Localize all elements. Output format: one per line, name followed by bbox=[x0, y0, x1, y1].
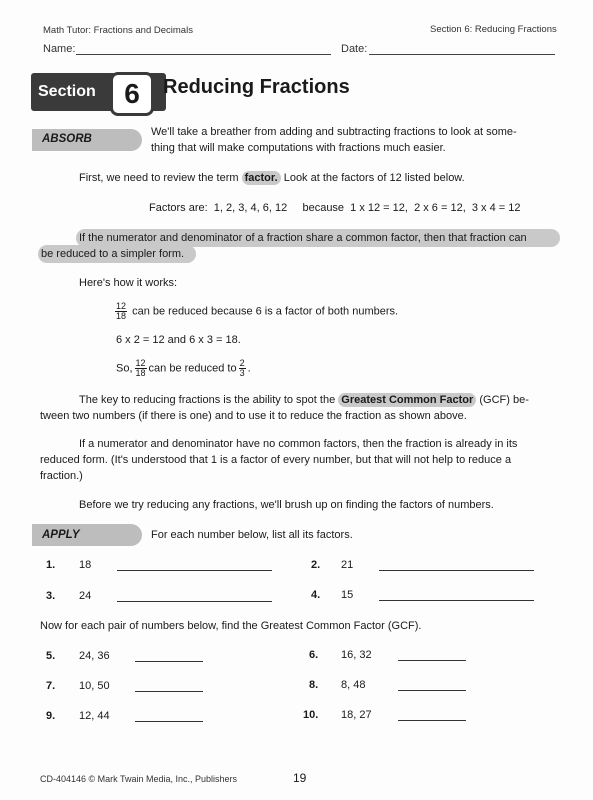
absorb-label: ABSORB bbox=[42, 133, 92, 145]
question-number: 8. bbox=[309, 679, 319, 691]
answer-line[interactable] bbox=[135, 721, 203, 722]
question-value: 10, 50 bbox=[79, 680, 110, 692]
section-word: Section bbox=[38, 83, 96, 100]
section-number: 6 bbox=[110, 72, 154, 116]
absorb-intro-line1: We'll take a breather from adding and subtracting fractions to look at some- bbox=[151, 126, 517, 138]
example-2: 6 x 2 = 12 and 6 x 3 = 18. bbox=[116, 334, 241, 346]
before-try: Before we try reducing any fractions, we'll brush up on finding the factors of numbers. bbox=[79, 499, 494, 511]
question-value: 15 bbox=[341, 589, 354, 601]
key-line2: tween two numbers (if there is one) and to use it to reduce the fraction as shown above. bbox=[40, 410, 467, 422]
date-label: Date: bbox=[341, 43, 368, 55]
question-number: 1. bbox=[46, 559, 56, 571]
question-number: 7. bbox=[46, 680, 56, 692]
factor-term: factor. bbox=[242, 171, 281, 185]
example-3: So, $\frac{12}{18}$ can be reduced to $\frac{2}{3}$ . bbox=[116, 358, 251, 378]
absorb-intro-line2: thing that will make computations with fractions much easier. bbox=[151, 142, 446, 154]
apply-instruction: For each number below, list all its factors. bbox=[151, 529, 353, 541]
question-value: 21 bbox=[341, 559, 354, 571]
question-number: 10. bbox=[303, 709, 319, 721]
section-title: Reducing Fractions bbox=[163, 76, 350, 98]
question-value: 16, 32 bbox=[341, 649, 372, 661]
answer-line[interactable] bbox=[398, 690, 466, 691]
answer-line[interactable] bbox=[117, 601, 272, 602]
nocommon-line2: reduced form. (It's understood that 1 is a factor of every number, but that will not help to reduce a bbox=[40, 454, 512, 466]
review-text-before: First, we need to review the term bbox=[79, 172, 239, 184]
answer-line[interactable] bbox=[117, 570, 272, 571]
rule-line2: be reduced to a simpler form. bbox=[41, 248, 185, 260]
review-paragraph bbox=[79, 170, 465, 186]
page-number: 19 bbox=[293, 771, 307, 785]
name-label: Name: bbox=[43, 43, 76, 55]
answer-line[interactable] bbox=[379, 570, 534, 571]
question-number: 9. bbox=[46, 710, 56, 722]
date-field[interactable] bbox=[369, 54, 555, 55]
question-number: 6. bbox=[309, 649, 319, 661]
question-value: 18 bbox=[79, 559, 92, 571]
key-line1: The key to reducing fractions is the ability to spot the Greatest Common Factor (GCF) be- bbox=[79, 394, 529, 406]
apply-label: APPLY bbox=[42, 529, 80, 541]
nocommon-line1: If a numerator and denominator have no common factors, then the fraction is already in its bbox=[79, 438, 518, 450]
fraction-12-18-b: $\frac{12}{18}$ bbox=[135, 358, 146, 378]
question-number: 5. bbox=[46, 650, 56, 662]
gcf-term: Greatest Common Factor bbox=[338, 393, 476, 407]
section-reference: Section 6: Reducing Fractions bbox=[430, 24, 557, 35]
answer-line[interactable] bbox=[135, 691, 203, 692]
question-number: 4. bbox=[311, 589, 321, 601]
answer-line[interactable] bbox=[379, 600, 534, 601]
review-text-after: Look at the factors of 12 listed below. bbox=[283, 172, 465, 184]
nocommon-line3: fraction.) bbox=[40, 470, 83, 482]
name-field[interactable] bbox=[76, 54, 331, 55]
question-value: 24, 36 bbox=[79, 650, 110, 662]
answer-line[interactable] bbox=[398, 660, 466, 661]
book-title: Math Tutor: Fractions and Decimals bbox=[43, 25, 193, 36]
answer-line[interactable] bbox=[135, 661, 203, 662]
rule-line1: If the numerator and denominator of a fraction share a common factor, then that fraction can bbox=[79, 232, 527, 244]
how-it-works: Here's how it works: bbox=[79, 277, 178, 289]
example-1: $\frac{12}{18}$ can be reduced because 6 is a factor of both numbers. bbox=[116, 301, 399, 321]
fraction-2-3: $\frac{2}{3}$ bbox=[239, 358, 245, 378]
question-number: 3. bbox=[46, 590, 56, 602]
gcf-instruction: Now for each pair of numbers below, find the Greatest Common Factor (GCF). bbox=[40, 620, 422, 632]
question-value: 18, 27 bbox=[341, 709, 372, 721]
question-number: 2. bbox=[311, 559, 321, 571]
question-value: 24 bbox=[79, 590, 92, 602]
fraction-12-18: $\frac{12}{18}$ bbox=[116, 301, 127, 321]
question-value: 8, 48 bbox=[341, 679, 366, 691]
publisher-footer: CD-404146 © Mark Twain Media, Inc., Publishers bbox=[40, 774, 238, 784]
answer-line[interactable] bbox=[398, 720, 466, 721]
question-value: 12, 44 bbox=[79, 710, 110, 722]
factors-of-12: Factors are: 1, 2, 3, 4, 6, 12 because 1 x 12 = 12, 2 x 6 = 12, 3 x 4 = 12 bbox=[149, 202, 521, 214]
